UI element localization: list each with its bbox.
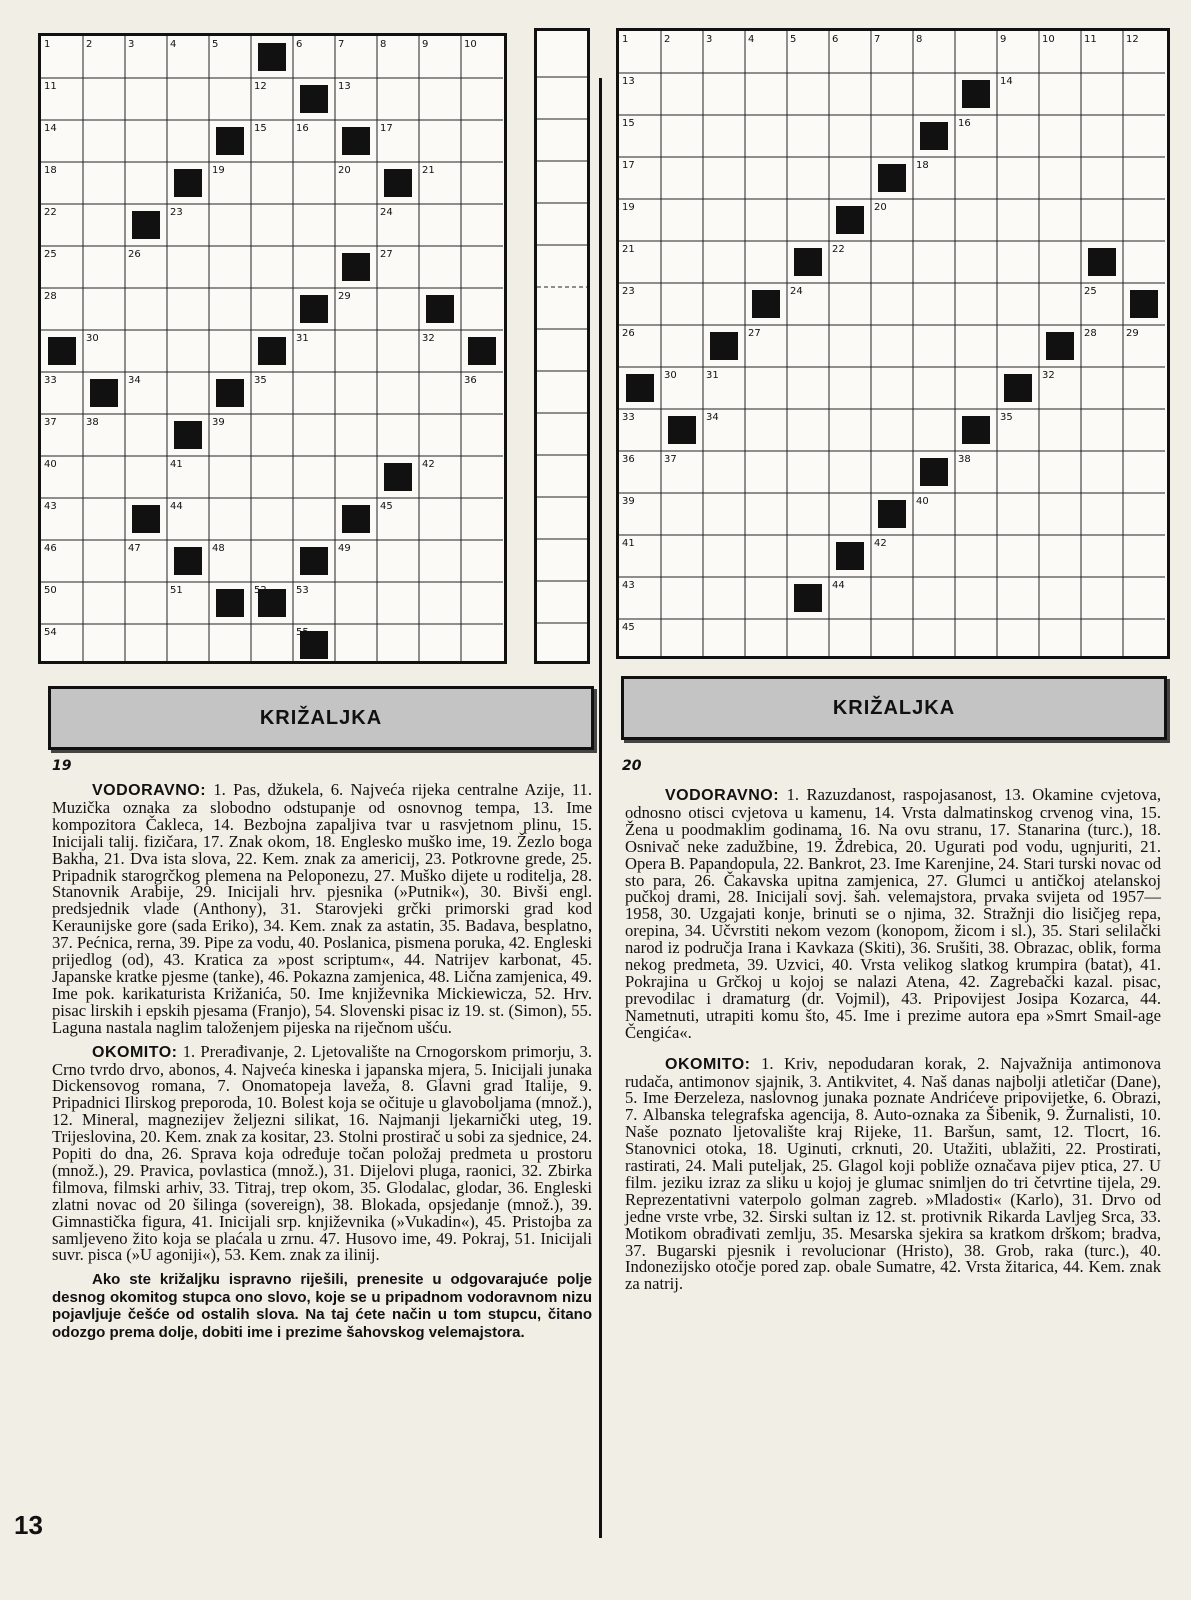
clue-number-20-6: 6 — [832, 34, 839, 45]
clue-number-20-44: 44 — [832, 580, 845, 591]
clue-number-19-46: 46 — [44, 543, 57, 554]
across-heading-20: VODORAVNO: — [665, 787, 780, 804]
clue-number-20-40: 40 — [916, 496, 929, 507]
black-square — [752, 290, 780, 318]
clue-number-19-36: 36 — [464, 375, 477, 386]
black-square — [468, 337, 496, 365]
clue-number-20-20: 20 — [874, 202, 887, 213]
crossword-grid-20[interactable] — [616, 28, 1170, 659]
clue-number-20-8: 8 — [916, 34, 923, 45]
clue-number-20-36: 36 — [622, 454, 635, 465]
title-19: KRIŽALJKA — [259, 706, 383, 729]
down-heading-19: OKOMITO: — [92, 1043, 178, 1061]
clue-number-20-28: 28 — [1084, 328, 1097, 339]
clue-number-19-42: 42 — [422, 459, 435, 470]
clue-number-20-23: 23 — [622, 286, 635, 297]
clue-number-20-45: 45 — [622, 622, 635, 633]
clue-number-19-2: 2 — [86, 39, 93, 50]
clue-number-19-10: 10 — [464, 39, 477, 50]
clue-number-19-3: 3 — [128, 39, 135, 50]
black-square — [216, 589, 244, 617]
black-square — [216, 127, 244, 155]
clue-number-19-13: 13 — [338, 81, 351, 92]
clue-number-20-2: 2 — [664, 34, 671, 45]
black-square — [48, 337, 76, 365]
black-square — [258, 43, 286, 71]
answer-strip-column[interactable] — [534, 28, 590, 664]
clue-number-19-29: 29 — [338, 291, 351, 302]
clue-number-19-12: 12 — [254, 81, 267, 92]
title-20: KRIŽALJKA — [832, 696, 956, 719]
clue-number-19-35: 35 — [254, 375, 267, 386]
clue-number-20-16: 16 — [958, 118, 971, 129]
clue-number-20-14: 14 — [1000, 76, 1013, 87]
clue-number-20-29: 29 — [1126, 328, 1139, 339]
clue-number-20-26: 26 — [622, 328, 635, 339]
crossword-grid-19[interactable] — [38, 33, 507, 664]
clue-number-19-17: 17 — [380, 123, 393, 134]
clue-number-19-41: 41 — [170, 459, 183, 470]
clue-number-19-18: 18 — [44, 165, 57, 176]
clue-number-20-39: 39 — [622, 496, 635, 507]
title-banner-19 — [48, 686, 594, 750]
clue-number-20-19: 19 — [622, 202, 635, 213]
clue-number-20-27: 27 — [748, 328, 761, 339]
instruction-note: Ako ste križaljku ispravno riješili, prenesite u odgovarajuće polje desnog okomitog stupca ono slovo, koje se u pripadnom vodoravnom nizu pojavljuje češće od ostalih slova. Na taj ćete način u tom stupcu, čitano odozgo prema dolje, dobiti ime i prezime šahovskog velemajstora. — [52, 1271, 592, 1341]
clue-number-19-49: 49 — [338, 543, 351, 554]
black-square — [258, 337, 286, 365]
black-square — [836, 542, 864, 570]
black-square — [794, 584, 822, 612]
down-text-19: 1. Prerađivanje, 2. Ljetovalište na Crnogorskom primorju, 3. Crno tvrdo drvo, abonos, 4. Najveća kineska i japanska mjera, 5. Inicijali junaka Dickensovog romana, 7. Onomatopeja laveža, 8. Glavni grad Italije, 9. Pripadnici Ilirskog preporoda, 10. Bolest koja se očituje u glavoboljama (množ.), 12. Mineral, magnezijev željezni silikat, 16. Najmanji ljekarnički uteg, 19. Trijeslovina, 20. Kem. znak za kositar, 23. Stolni prostirač u sobi za sjednice, 24. Popiti do dna, 26. Sprava koja određuje točan položaj predmeta u prostoru (množ.), 29. Pravica, povlastica (množ.), 31. Dijelovi pluga, raonici, 32. Zbirka filmova, filmski arhiv, 33. Titraj, trep okom, 35. Glodalac, glodar, 36. Engleski zlatni novac od 20 šilinga (sovereign), 38. Blokada, opsjedanje (množ.), 39. Gimnastička figura, 41. Inicijali srp. književnika (»Vukadin«), 45. Pristojba za samljeveno žito koja se plaćala u zrnu. 47. Husovo ime, 49. Pokraj, 51. Inicijali suvr. pisca (»U agoniji«), 53. Kem. znak za ilinij. — [52, 1041, 592, 1265]
clue-number-19-45: 45 — [380, 501, 393, 512]
black-square — [174, 421, 202, 449]
clue-number-19-20: 20 — [338, 165, 351, 176]
clue-number-19-23: 23 — [170, 207, 183, 218]
clue-number-19-52: 52 — [254, 585, 267, 596]
clues-20 — [625, 787, 1161, 1300]
clue-number-19-51: 51 — [170, 585, 183, 596]
clue-number-19-4: 4 — [170, 39, 177, 50]
clue-number-20-33: 33 — [622, 412, 635, 423]
clue-number-20-30: 30 — [664, 370, 677, 381]
clue-number-20-4: 4 — [748, 34, 755, 45]
clue-number-20-32: 32 — [1042, 370, 1055, 381]
clue-number-20-38: 38 — [958, 454, 971, 465]
clue-number-19-16: 16 — [296, 123, 309, 134]
clue-number-19-50: 50 — [44, 585, 57, 596]
black-square — [342, 253, 370, 281]
clue-number-19-22: 22 — [44, 207, 57, 218]
clue-number-19-24: 24 — [380, 207, 393, 218]
clue-number-19-15: 15 — [254, 123, 267, 134]
clue-number-19-1: 1 — [44, 39, 51, 50]
clue-number-20-5: 5 — [790, 34, 797, 45]
clue-number-19-43: 43 — [44, 501, 57, 512]
clue-number-19-9: 9 — [422, 39, 429, 50]
black-square — [962, 416, 990, 444]
clue-number-19-39: 39 — [212, 417, 225, 428]
black-square — [426, 295, 454, 323]
black-square — [90, 379, 118, 407]
black-square — [962, 80, 990, 108]
black-square — [132, 505, 160, 533]
crossword-grid-20-svg — [619, 31, 1167, 656]
black-square — [300, 85, 328, 113]
title-banner-20 — [621, 676, 1167, 740]
clue-number-20-34: 34 — [706, 412, 719, 423]
clue-number-20-24: 24 — [790, 286, 803, 297]
black-square — [878, 164, 906, 192]
black-square — [710, 332, 738, 360]
down-text-20: 1. Kriv, nepodudaran korak, 2. Najvažnija antimonova rudača, antimonov sjajnik, 3. Antikvitet, 4. Naš danas najbolji atletičar (Dane), 5. Ime Đerzeleza, naslovnog junaka poznate Andrićeve pripovijetke, 6. Obrazi, 7. Albanska telegrafska agencija, 8. Auto-oznaka za Šibenik, 9. Žurnalisti, 10. Naše poznato ljetovalište kraj Rijeke, 11. Baršun, samt, 12. Tlocrt, 16. Stanovnici otoka, 18. Uginuti, crknuti, 20. Utažiti, ublažiti, 22. Prostirati, rastirati, 24. Mali puteljak, 25. Glagol koji pobliže označava pijev ptica, 27. U film. jeziku izraz za sliku u kojoj je glumac snimljen do tri četvrtine tijela, 29. Reprezentativni vaterpolo golman zagreb. »Mladosti« (Karlo), 31. Drvo od jedne vrste vrbe, 32. Sirski sultan iz 12. st. protivnik Rikarda Lavljeg Srca, 33. Motikom obrađivati zemlju, 35. Mesarska sjekira sa kratkom drškom; bradva, 37. Bugarski pjesnik i revolucionar (Hristo), 38. Grob, raka (turc.), 40. Indonezijsko otočje pored zap. obale Sumatre, 42. Vrsta žitarica, 44. Kem. znak za natrij. — [625, 1053, 1162, 1294]
column-divider — [599, 78, 602, 1538]
clue-number-19-44: 44 — [170, 501, 183, 512]
black-square — [174, 169, 202, 197]
black-square — [300, 295, 328, 323]
clue-number-19-54: 54 — [44, 627, 57, 638]
clue-number-19-30: 30 — [86, 333, 99, 344]
clue-number-20-9: 9 — [1000, 34, 1007, 45]
clue-number-19-6: 6 — [296, 39, 303, 50]
clue-number-20-7: 7 — [874, 34, 881, 45]
clue-number-20-41: 41 — [622, 538, 635, 549]
clue-number-20-13: 13 — [622, 76, 635, 87]
down-heading-20: OKOMITO: — [665, 1055, 751, 1073]
clue-number-20-15: 15 — [622, 118, 635, 129]
clue-number-19-40: 40 — [44, 459, 57, 470]
clue-number-19-26: 26 — [128, 249, 141, 260]
black-square — [342, 505, 370, 533]
clue-number-19-8: 8 — [380, 39, 387, 50]
black-square — [668, 416, 696, 444]
clue-number-20-25: 25 — [1084, 286, 1097, 297]
black-square — [174, 547, 202, 575]
black-square — [384, 169, 412, 197]
black-square — [132, 211, 160, 239]
clue-number-20-21: 21 — [622, 244, 635, 255]
black-square — [300, 547, 328, 575]
clue-number-20-37: 37 — [664, 454, 677, 465]
black-square — [878, 500, 906, 528]
clue-number-19-7: 7 — [338, 39, 345, 50]
answer-strip-svg — [537, 31, 587, 661]
clue-number-19-27: 27 — [380, 249, 393, 260]
black-square — [626, 374, 654, 402]
black-square — [920, 122, 948, 150]
clue-number-19-34: 34 — [128, 375, 141, 386]
puzzle-number-20: 20 — [622, 758, 642, 774]
page-number: 13 — [14, 1510, 43, 1540]
clue-number-19-55: 55 — [296, 627, 309, 638]
crossword-grid-19-svg — [41, 36, 504, 661]
clue-number-20-10: 10 — [1042, 34, 1055, 45]
clue-number-20-1: 1 — [622, 34, 629, 45]
down-clues-19 — [52, 1041, 592, 1265]
across-text-20: 1. Razuzdanost, raspojasanost, 13. Okamine cvjetova, odnosno otisci cvjetova u kamenu, 14. Vrsta dalmatinskog crvenog vina, 15. Žena u poodmaklim godinama, 16. Na ovu stranu, 17. Stanarina (turc.), 18. Osnivač neke zadužbine, 19. Ždrebica, 20. Ugurati pod vodu, ugnjuriti, 21. Opera B. Papandopula, 22. Bankrot, 23. Ime Karenjine, 24. Stari turski novac od sto para, 26. Čakavska upitna zamjenica, 27. Glumci u antičkoj atelanskoj pučkoj drami, 28. Inicijali sovj. šah. velemajstora, prvaka svijeta od 1957—1958, 30. Uzgajati konje, brinuti se o njima, 32. Stražnji dio lisičjeg repa, orepina, 34. Učvrstiti nekom vezom (konopom, žicom i sl.), 35. Stari selilački narod iz područja Irana i Kavkaza (Skiti), 36. Srušiti, 38. Obrazac, oblik, forma nekog predmeta, 39. Uzvici, 40. Vrsta velikog slatkog krumpira (batat), 41. Pokrajina u Grčkoj u kojoj se nalazi Atena, 42. Zagrebački kazal. pisac, prevodilac i dramaturg (dr. Vojmil), 43. Pripovijest Josipa Kozarca, 44. Nametnuti, utrapiti komu što, 45. Ime i prezime autora epa »Smrt Smail-age Čengića«. — [625, 785, 1161, 1042]
clue-number-20-22: 22 — [832, 244, 845, 255]
clue-number-20-11: 11 — [1084, 34, 1097, 45]
clue-number-19-28: 28 — [44, 291, 57, 302]
clue-number-20-42: 42 — [874, 538, 887, 549]
clue-number-20-12: 12 — [1126, 34, 1139, 45]
clue-number-19-53: 53 — [296, 585, 309, 596]
clue-number-19-19: 19 — [212, 165, 225, 176]
clue-number-19-38: 38 — [86, 417, 99, 428]
clue-number-19-31: 31 — [296, 333, 309, 344]
across-clues-19 — [52, 782, 592, 1037]
black-square — [384, 463, 412, 491]
clue-number-20-31: 31 — [706, 370, 719, 381]
down-clues-20 — [625, 1053, 1162, 1294]
clue-number-19-32: 32 — [422, 333, 435, 344]
black-square — [1004, 374, 1032, 402]
clue-number-19-37: 37 — [44, 417, 57, 428]
clues-19 — [52, 782, 592, 1348]
clue-number-19-25: 25 — [44, 249, 57, 260]
clue-number-20-17: 17 — [622, 160, 635, 171]
clue-number-20-18: 18 — [916, 160, 929, 171]
clue-number-19-5: 5 — [212, 39, 219, 50]
clue-number-20-43: 43 — [622, 580, 635, 591]
clue-number-19-33: 33 — [44, 375, 57, 386]
black-square — [1088, 248, 1116, 276]
clue-number-19-14: 14 — [44, 123, 57, 134]
clue-number-19-11: 11 — [44, 81, 57, 92]
clue-number-20-3: 3 — [706, 34, 713, 45]
black-square — [216, 379, 244, 407]
clue-number-20-35: 35 — [1000, 412, 1013, 423]
black-square — [1130, 290, 1158, 318]
across-text-19: 1. Pas, džukela, 6. Najveća rijeka centralne Azije, 11. Muzička oznaka za slobodno odstupanje od osnovnog tempa, 13. Ime kompozitora Čakleca, 14. Bezbojna zapaljiva tvar u rasvjetnom plinu, 15. Inicijali talij. fizičara, 17. Znak okom, 18. Englesko muško ime, 19. Žezlo boga Bakha, 21. Dva ista slova, 22. Kem. znak za americij, 23. Potkrovne grede, 25. Pripadnik starogrčkog plemena na Peloponezu, 27. Muško dijete u roditelja, 28. Stanovnik Arabije, 29. Inicijali hrv. pjesnika (»Putnik«), 30. Bivši engl. predsjednik vlade (Anthony), 31. Starovjeki grčki primorski grad kod Keraunijske gore (sada Eriko), 34. Kem. znak za astatin, 35. Badava, besplatno, 37. Pećnica, rerna, 39. Pipe za vodu, 40. Poslanica, pismena poruka, 42. Engleski prijedlog (od), 43. Kratica za »post scriptum«, 44. Natrijev karbonat, 45. Japanske kratke pjesme (tanke), 46. Pokazna zamjenica, 48. Lična zamjenica, 49. Ime pok. karikaturista Križanića, 50. Ime književnika Mickiewicza, 52. Hrv. pisac lirskih i epskih pjesama (Franjo), 54. Slovenski pisac iz 19. st. (Simon), 55. Laguna nastala naglim taloženjem pijeska na riječnom ušću. — [52, 780, 592, 1037]
clue-number-19-21: 21 — [422, 165, 435, 176]
clue-number-19-48: 48 — [212, 543, 225, 554]
black-square — [794, 248, 822, 276]
black-square — [836, 206, 864, 234]
across-clues-20 — [625, 787, 1161, 1042]
clue-number-19-47: 47 — [128, 543, 141, 554]
puzzle-number-19: 19 — [52, 758, 72, 774]
black-square — [920, 458, 948, 486]
black-square — [1046, 332, 1074, 360]
black-square — [342, 127, 370, 155]
across-heading-19: VODORAVNO: — [92, 782, 207, 799]
